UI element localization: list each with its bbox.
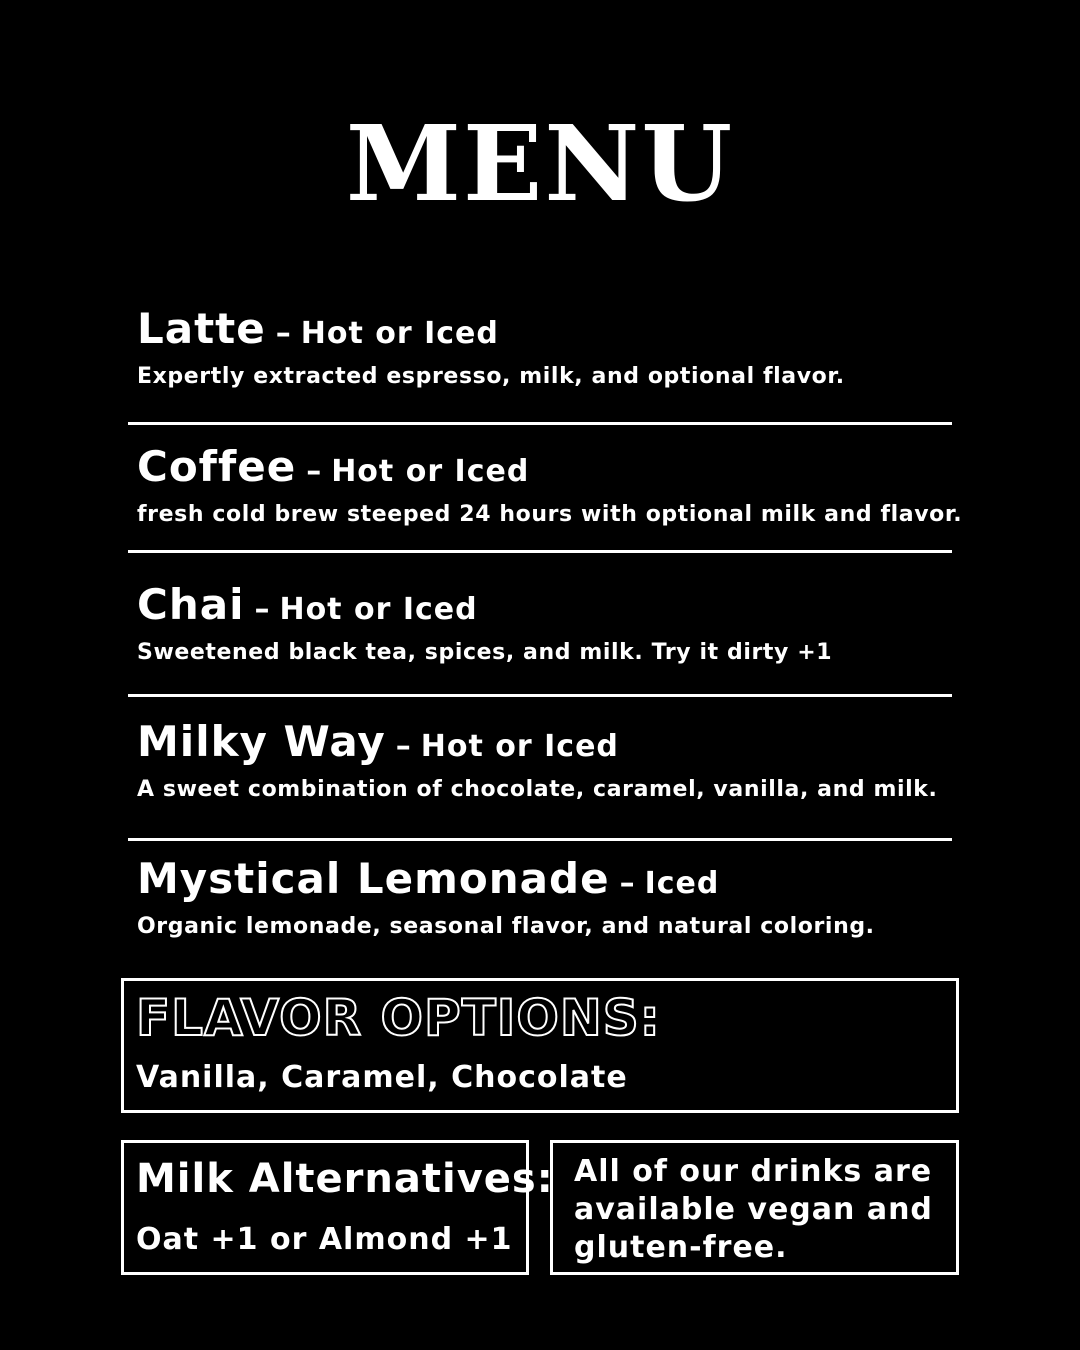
item-separator: – <box>254 592 270 627</box>
menu-item-latte <box>137 304 967 389</box>
item-name: Chai <box>137 580 245 629</box>
milk-alternatives-options: Oat +1 or Almond +1 <box>136 1222 513 1257</box>
dietary-note-text: All of our drinks are available vegan and gluten-free. <box>574 1154 933 1265</box>
menu-item-heading <box>137 442 967 491</box>
item-description: fresh cold brew steeped 24 hours with optional milk and flavor. <box>137 502 963 527</box>
item-variant: Hot or Iced <box>420 729 619 764</box>
menu-item-chai <box>137 580 967 665</box>
item-name: Coffee <box>137 442 297 491</box>
menu-item-milky-way <box>137 717 967 802</box>
item-variant: Iced <box>644 866 720 901</box>
flavor-options-box <box>121 978 959 1113</box>
menu-title: MENU <box>345 102 735 225</box>
item-divider <box>128 422 952 425</box>
menu-item-heading <box>137 854 967 903</box>
menu-item-heading <box>137 580 967 629</box>
item-name: Mystical Lemonade <box>137 854 610 903</box>
item-separator: – <box>619 866 635 901</box>
item-variant: Hot or Iced <box>279 592 478 627</box>
menu-item-heading <box>137 717 967 766</box>
item-variant: Hot or Iced <box>331 454 530 489</box>
flavor-options-list: Vanilla, Caramel, Chocolate <box>136 1060 628 1095</box>
dietary-note-box <box>550 1140 959 1275</box>
item-description: A sweet combination of chocolate, caramel, vanilla, and milk. <box>137 777 938 802</box>
item-separator: – <box>306 454 322 489</box>
item-divider <box>128 694 952 697</box>
item-divider <box>128 550 952 553</box>
item-divider <box>128 838 952 841</box>
item-variant: Hot or Iced <box>300 316 499 351</box>
flavor-options-heading: FLAVOR OPTIONS: <box>136 989 661 1047</box>
item-separator: – <box>275 316 291 351</box>
menu-item-coffee <box>137 442 967 527</box>
milk-alternatives-box <box>121 1140 554 1275</box>
item-description: Sweetened black tea, spices, and milk. Try it dirty +1 <box>137 640 833 665</box>
item-description: Organic lemonade, seasonal flavor, and natural coloring. <box>137 914 875 939</box>
item-name: Milky Way <box>137 717 386 766</box>
item-name: Latte <box>137 304 266 353</box>
menu-item-mystical-lemonade <box>137 854 967 939</box>
menu-item-heading <box>137 304 967 353</box>
milk-alternatives-heading: Milk Alternatives: <box>136 1156 554 1202</box>
item-separator: – <box>395 729 411 764</box>
item-description: Expertly extracted espresso, milk, and optional flavor. <box>137 364 845 389</box>
